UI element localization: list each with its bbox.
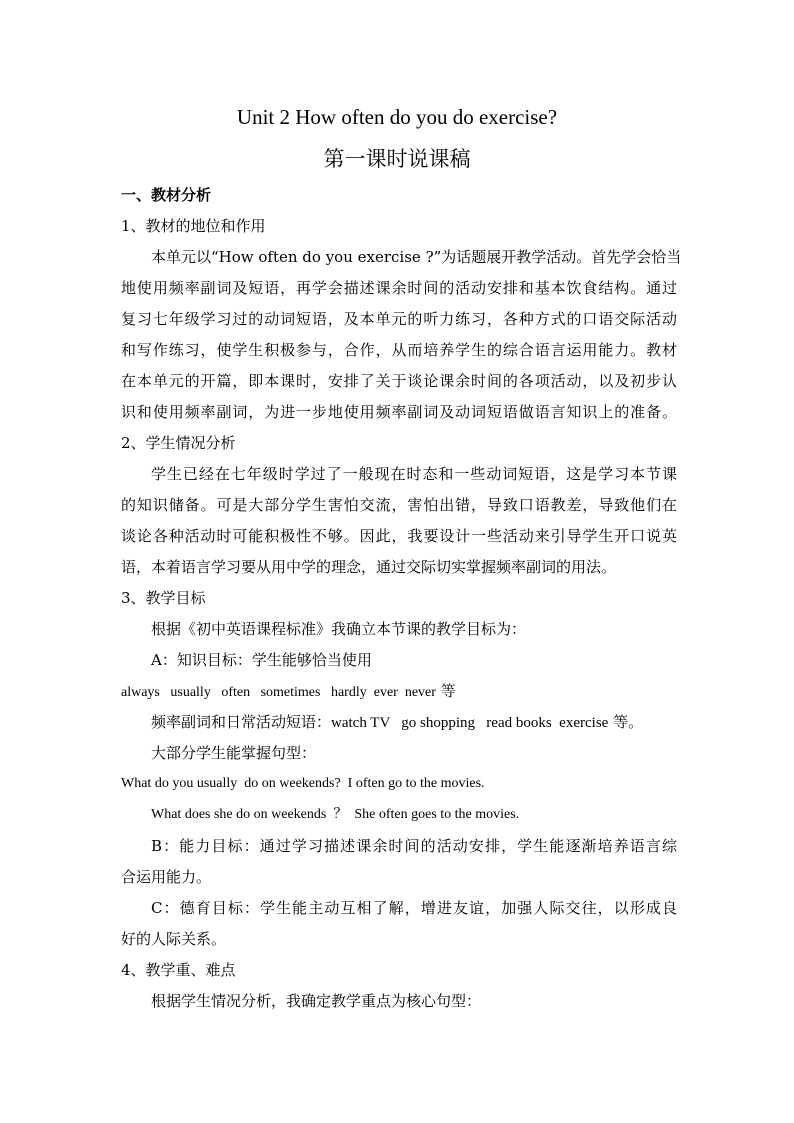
- phrases-prefix: 频率副词和日常活动短语：: [151, 713, 332, 731]
- subheading-key-points: 4、教学重、难点: [121, 961, 236, 979]
- phrases-suffix: 等。: [613, 713, 644, 731]
- paragraph-line: 的知识储备。可是大部分学生害怕交流，害怕出错，导致口语教差，导致他们在: [121, 496, 677, 514]
- paragraph-line: 和写作练习，使学生积极参与，合作，从而培养学生的综合语言运用能力。教材: [121, 341, 677, 359]
- goal-ability-line: B：能力目标：通过学习描述课余时间的活动安排，学生能逐渐培养语言综: [151, 837, 677, 855]
- paragraph-line: 地使用频率副词及短语，再学会描述课余时间的活动安排和基本饮食结构。通过: [121, 279, 677, 297]
- document-subtitle: 第一课时说课稿: [323, 147, 471, 171]
- example-sentence: What do you usually do on weekends? I often go to the movies.: [121, 776, 485, 791]
- paragraph-line: 识和使用频率副词，为进一步地使用频率副词及动词短语做语言知识上的准备。: [121, 403, 677, 421]
- paragraph-line: 学生已经在七年级时学过了一般现在时态和一些动词短语，这是学习本节课: [151, 465, 677, 483]
- adverbs-line: [121, 680, 456, 704]
- goal-ability-line: 合运用能力。: [121, 868, 212, 886]
- goal-moral-line: C：德育目标：学生能主动互相了解，增进友谊，加强人际交往，以形成良: [151, 899, 677, 917]
- subheading-student-analysis: 2、学生情况分析: [121, 434, 236, 452]
- phrases-line: [151, 711, 643, 734]
- goal-moral-line: 好的人际关系。: [121, 930, 227, 948]
- phrases-list: watch TV go shopping read books exercise: [331, 715, 609, 731]
- paragraph-line: 本单元以“How often do you exercise ?”为话题展开教学活动。首先学会恰当: [151, 248, 682, 266]
- paragraph-line: 在本单元的开篇，即本课时，安排了关于谈论课余时间的各项活动，以及初步认: [121, 372, 677, 390]
- paragraph-line: 谈论各种活动时可能积极性不够。因此，我要设计一些活动来引导学生开口说英: [121, 527, 677, 545]
- adverbs-suffix: 等: [440, 682, 456, 700]
- goals-intro: 根据《初中英语课程标准》我确立本节课的教学目标为：: [151, 620, 527, 638]
- document-title: Unit 2 How often do you do exercise?: [236, 105, 558, 129]
- goal-knowledge: A：知识目标：学生能够恰当使用: [151, 651, 372, 669]
- adverbs-list: always usually often sometimes hardly ever never: [121, 685, 436, 700]
- section-heading-teaching-material: 一、教材分析: [121, 186, 212, 204]
- paragraph-line: 语，本着语言学习要从用中学的理念，通过交际切实掌握频率副词的用法。: [121, 558, 617, 576]
- subheading-material-role: 1、教材的地位和作用: [121, 217, 266, 235]
- paragraph-line: 复习七年级学习过的动词短语，及本单元的听力练习，各种方式的口语交际活动: [121, 310, 677, 328]
- subheading-teaching-goals: 3、教学目标: [121, 589, 206, 607]
- sentence-patterns-intro: 大部分学生能掌握句型：: [151, 744, 317, 762]
- key-point-text: 根据学生情况分析，我确定教学重点为核心句型：: [151, 992, 482, 1010]
- example-sentence: What does she do on weekends ？ She often goes to the movies.: [151, 807, 520, 822]
